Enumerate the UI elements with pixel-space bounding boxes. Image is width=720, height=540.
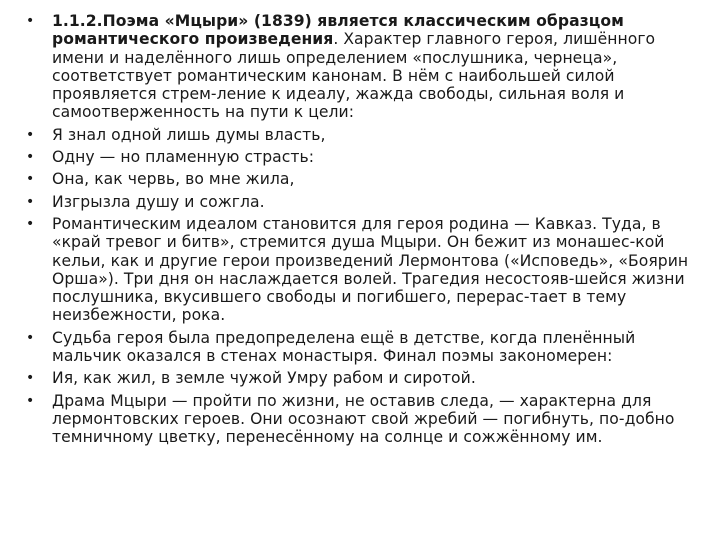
- bullet-icon: •: [26, 149, 35, 166]
- quote-line-text: Изгрызла душу и сожгла.: [52, 192, 265, 211]
- list-item-quote-line-1: [26, 126, 706, 144]
- quote-line-text: Одну — но пламенную страсть:: [52, 148, 315, 167]
- quote-line-text: Ия, как жил, в земле чужой Умру рабом и сиротой.: [52, 369, 476, 388]
- intro-bold-text: 1.1.2.Поэма «Мцыри» (1839) является классическим образцом романтического произведения: [52, 12, 624, 49]
- list-item-quote-line-2: [26, 148, 706, 166]
- intro-text: . Характер главного героя, лишённого имени и наделённого лишь определением «послушника, чернеца», соответствует романтическим канонам. В нём с наибольшей силой проявляется стрем-ление к идеалу, жажда свободы, сильная воля и самоотверженность на пути к цели:: [52, 30, 656, 122]
- bullet-icon: •: [26, 329, 35, 346]
- list-item-quote-line-3: [26, 170, 706, 188]
- list-item-finale-quote: [26, 369, 706, 387]
- bullet-icon: •: [26, 193, 35, 210]
- bullet-icon: •: [26, 126, 35, 143]
- bullet-list: [26, 12, 706, 447]
- list-item-intro: [26, 12, 706, 122]
- paragraph-text: Судьба героя была предопределена ещё в детстве, когда пленённый мальчик оказался в стенах монастыря. Финал поэмы закономерен:: [52, 328, 636, 366]
- paragraph-text: Драма Мцыри — пройти по жизни, не оставив следа, — характерна для лермонтовских героев. Они осознают свой жребий — погибнуть, по-добно темничному цветку, перенесённому на солнце и сожжённому им.: [52, 391, 675, 447]
- quote-line-text: Я знал одной лишь думы власть,: [52, 125, 326, 144]
- list-item-ideal: [26, 215, 706, 325]
- bullet-icon: •: [26, 171, 35, 188]
- bullet-icon: •: [26, 392, 35, 409]
- bullet-icon: •: [26, 370, 35, 387]
- list-item-quote-line-4: [26, 193, 706, 211]
- list-item-fate: [26, 329, 706, 366]
- quote-line-text: Она, как червь, во мне жила,: [52, 170, 295, 189]
- bullet-icon: •: [26, 13, 35, 29]
- list-item-drama: [26, 392, 706, 447]
- bullet-icon: •: [26, 215, 35, 232]
- paragraph-text: Романтическим идеалом становится для героя родина — Кавказ. Туда, в «край тревог и битв», стремится душа Мцыри. Он бежит из монашес-кой кельи, как и другие герои произведений Лермонтова («Исповедь», «Боярин Орша»). Три дня он наслаждается волей. Трагедия несостояв-шейся жизни послушника, вкусившего свободы и погибшего, перерас-тает в тему неизбежности, рока.: [52, 214, 689, 325]
